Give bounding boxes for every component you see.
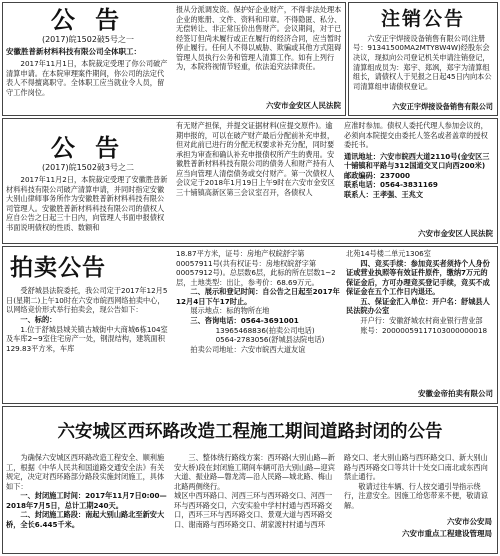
road-intro: 为确保六安城区西环路改造工程安全、顺利施工，根据《中华人民共和国道路交通安全法》有关规定，决定对西环路部分路段实施封闭施工，具体如下： bbox=[6, 453, 165, 491]
auction-signature: 安徽金帝拍卖有限公司 bbox=[418, 389, 493, 398]
auction-court-phone: 0564-2783056(舒城县法院电话) bbox=[215, 335, 325, 345]
road-apology: 敬请过往车辆、行人按交通引导指示绕行，注意安全。因施工给您带来不便，敬请谅解。 bbox=[344, 481, 488, 510]
notice1-col-right bbox=[173, 3, 345, 115]
auction-account-number: 账号：20000059117103000000018 bbox=[360, 325, 488, 335]
auction-company-phone: 13965468836(拍卖公司电话) bbox=[215, 325, 315, 335]
auction-company-address: 拍卖公司地址：六安市皖西大道友谊 bbox=[190, 344, 306, 354]
road-detour-plan: 三、整体绕行路线方案：西环路(大别山路—新安大桥)段在封闭施工期间车辆可沿大别山路—迎宾大道、振业路—磐龙湾—沿人民路—城北路、梅山北路两侧绕行。 bbox=[174, 453, 335, 491]
auction-item-heading: 一、标的： bbox=[20, 315, 57, 325]
auction-address-cont: 北苑14号楼二单元1306室 bbox=[346, 249, 431, 258]
auction-viewing-place: 展示地点：标的物所在地 bbox=[190, 306, 270, 316]
auction-item-detail-cont: 18.87平方米，证号：房地产权皖舒字第00057911号(共有权证号：房地权皖舒字第00057912号)。总层数6层，此标的所在层数1~2层，土地类型：出让，参考价：68.69万元。 bbox=[176, 249, 336, 287]
notice3-col-3 bbox=[341, 119, 497, 243]
notice3-body-cont: 有无财产担保，并提交证据材料(应提交原件)。逾期申报的，可以在破产财产最后分配前补充申报，但对此前已进行的分配无权要求补充分配，同时要承担为审查和确认补充申报债权所产生的费用。安徽胜普新材料科技有限公司的债务人和财产持有人应当向管理人清偿债务或交付财产。第一次债权人会议定于2018年1月19日上午9时在六安市金安区三十铺镇高新区第三会议室召开，各债权人 bbox=[176, 121, 335, 198]
road-closure-section: 二、封闭施工路段：南起大别山路北至新安大桥，全长6.445千米。 bbox=[6, 510, 165, 530]
notice2-title: 注销公告 bbox=[380, 8, 465, 30]
notice3-col-1 bbox=[3, 119, 173, 243]
notice3-number: (2017)皖1502破3号之二 bbox=[41, 163, 135, 173]
auction-col-3 bbox=[343, 247, 497, 403]
notice3-contact-person: 联系人：王孝强、王兆文 bbox=[344, 190, 424, 200]
notice1-number: (2017)皖1502破5号之一 bbox=[41, 35, 135, 45]
road-intersections: 城区中西环路口、河西三环与西环路交口、河西一环与西环路交口，六安实验中学村村通与西环路交口，西环三环与西环路交口、景观大道与西环路交口、谢南路与西环路交口、胡家渡村村通与西环 bbox=[174, 491, 333, 530]
notice1-addressee: 安徽胜普新材料科技有限公司全体职工： bbox=[6, 46, 141, 56]
road-title: 六安城区西环路改造工程施工期间道路封闭的公告 bbox=[57, 422, 443, 442]
notice1-body: 2017年11月1日，本院裁定受理了你公司破产清算申请。在本院审理案件期间，你公司的法定代表人不得擅离职守。全体职工应当就业令人员，留守工作岗位。 bbox=[6, 58, 168, 97]
auction-item-detail: 1.位于舒城县城关镇古城街中大商城6栋104室及车库2~9室住宅房产一处，钢混结构，建筑面积129.83平方米，车库 bbox=[6, 324, 168, 353]
auction-col-1 bbox=[3, 247, 173, 403]
notice3-body: 2017年11月2日，本院裁定受理了安徽胜普新材料科技有限公司破产清算申请，并同时指定安徽大别山律师事务所作为安徽胜普新材料科技有限公司管理人。安徽胜普新材料科技有限公司的债权人应自公告之日起三十日内，向管理人书面申报债权书面说明债权的性质、数额和 bbox=[6, 174, 168, 232]
auction-inquiry-phone: 三、咨询电话：0564-3691001 bbox=[190, 316, 299, 326]
notice-bankruptcy-1 bbox=[2, 2, 346, 116]
road-col-1 bbox=[3, 451, 171, 553]
auction-bidding-procedure: 四、竞买手续：参加竞买者须持个人身份证或营业执照等有效证件原件，缴纳7万元的保证金后，方可办理竞买登记手续，竞买不成保证金在五个工作日内退还。 bbox=[346, 258, 490, 297]
auction-deposit-account: 五、保证金汇入单位：开户名：舒城县人民法院办公室 bbox=[346, 296, 490, 316]
notice3-col-2 bbox=[173, 119, 341, 243]
notice3-title: 公 告 bbox=[50, 133, 126, 162]
notice2-signature: 六安正宇焊接设备销售有限公司 bbox=[392, 102, 493, 111]
road-signature-police: 六安市公安局 bbox=[447, 517, 492, 527]
notice1-col-left bbox=[3, 3, 173, 115]
notice3-address: 通讯地址：六安市皖西大道2110号(金安区三十铺镇和平路与312国道交叉口向西200米) bbox=[344, 151, 490, 171]
auction-title: 拍卖公告 bbox=[10, 254, 106, 281]
auction-intro: 受舒城县法院委托，我公司定于2017年12月5日(星期二)上午10时在六安市皖西网络拍卖中心，以网络竞价形式举行拍卖会，现公告如下： bbox=[6, 286, 168, 315]
auction-col-2 bbox=[173, 247, 343, 403]
road-col-3 bbox=[341, 451, 497, 553]
notice-auction bbox=[2, 246, 498, 404]
auction-bank: 开户行：安徽舒城农村商业银行营业部 bbox=[360, 316, 483, 326]
notice-deregistration bbox=[348, 2, 498, 116]
notice2-body: 六安正宇焊接设备销售有限公司(注册号：91341500MA2MTY8W4W)经股东会决议，现拟向公司登记机关申请注销登记，清算组成员为：郑宇、郑飒，郑宇为清算组组长，请债权人于见报之日起45日内向本公司清算组申请债权登记。 bbox=[353, 33, 492, 91]
notice3-postcode: 邮政编码：237000 bbox=[344, 170, 410, 180]
notice3-body-end: 应准时参加。债权人委托代理人参加会议的，必须向本院提交由委托人签名或者盖章的授权委托书。 bbox=[344, 121, 488, 150]
notice1-body-cont: 报从分派调发资。保护好企业财产，不得非法处理本企业的账册、文件、资料和印章。不得隐匿、私分、无偿转让、非正常压价出售财产。会议期间，对于已经签订但尚未履行或正在履行的经济合同，应当暂时停止履行。任何人不得以威胁、欺骗或其他方式阻碍管理人员执行公务和管理人清算工作。如有上列行为，本院将视情节轻重，依法追究法律责任。 bbox=[176, 5, 342, 72]
notice1-signature: 六安市金安区人民法院 bbox=[266, 101, 341, 110]
auction-viewing-time: 二、展示和登记时间：自公告之日起至2017年12月4日下午17时止。 bbox=[176, 287, 340, 306]
road-closure-time: 一、封闭施工时间：2017年11月7日0:00—2018年7月5日，总计工期240天。 bbox=[6, 491, 167, 510]
notice-bankruptcy-2 bbox=[2, 118, 498, 244]
notice1-title: 公 告 bbox=[50, 5, 126, 34]
road-body bbox=[3, 451, 497, 553]
road-signature-engineering: 六安市重点工程建设管理局 bbox=[402, 529, 492, 539]
notice3-phone: 联系电话：0564-3831169 bbox=[344, 180, 438, 190]
notice3-signature: 六安市金安区人民法院 bbox=[418, 229, 493, 238]
notice-road-closure bbox=[2, 406, 498, 554]
road-intersections-cont: 路交口、老大别山路与西环路交口、新大别山路与西环路交口等共计十处交口南北或东西向禁止通行。 bbox=[344, 453, 488, 482]
road-col-2 bbox=[171, 451, 341, 553]
